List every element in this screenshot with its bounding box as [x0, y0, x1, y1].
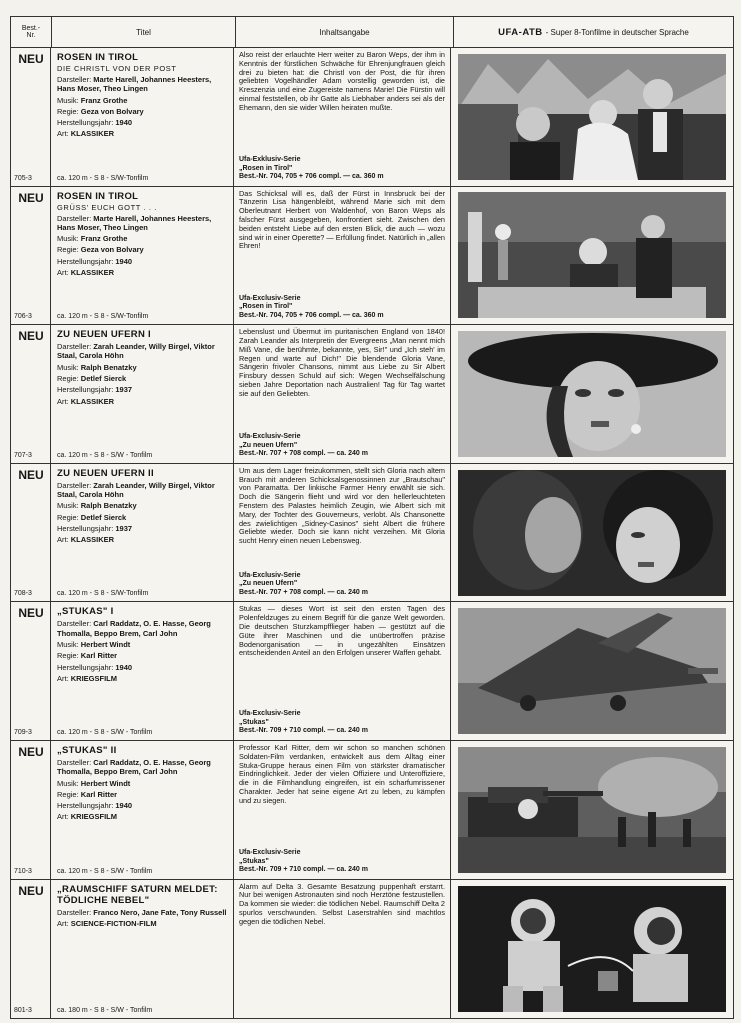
type-label: Art: — [57, 396, 69, 406]
series-info — [239, 295, 384, 321]
film-synopsis: Um aus dem Lager freizukommen, stellt sich Gloria nach altem Brauch mit anderen Schicksalsgenossinnen zur „Brautschau" von Paramatta. Der linkische Farmer Henry erwählt sie sich. Doch die Sängerin flieht und wird vor den hellerleuchteten Fenstern des Palastes heimlich Zeugin, wie Albert sich mit Mary, der Tochter des Gouverneurs, verlobt. Als Chansonette des zwielichtigen „Sidney-Casinos" sieht Albert die frühere Geliebte wieder. Doch sie kann nicht verzeihen. Mit Gloria sucht Henry einen neuen Lebensweg. — [239, 465, 445, 546]
music-value: Herbert Windt — [80, 639, 131, 649]
actors-label: Darsteller: — [57, 75, 92, 84]
order-number: 705-3 — [14, 174, 32, 182]
type-value: KLASSIKER — [70, 535, 115, 545]
music-line — [57, 779, 228, 788]
actors-line — [57, 481, 228, 500]
director-label: Regie: — [57, 106, 79, 116]
series-label: Ufa-Exclusiv-Serie — [239, 849, 301, 857]
actors-value: Marte Harell, Johannes Heesters, Hans Moser, Theo Lingen — [57, 75, 212, 94]
series-label: Ufa-Exclusiv-Serie — [239, 710, 301, 718]
film-format: ca. 120 m - S 8 - S/W-Tonfilm — [57, 590, 149, 598]
director-label: Regie: — [57, 245, 79, 255]
new-badge: NEU — [18, 883, 44, 898]
actors-line — [57, 342, 228, 361]
year-label: Herstellungsjahr: — [57, 118, 114, 128]
header-title: Titel — [52, 17, 236, 47]
actors-value: Franco Nero, Jane Fate, Tony Russell — [93, 907, 227, 917]
director-line — [57, 245, 228, 254]
director-value: Geza von Bolvary — [80, 245, 144, 255]
header-nr: Best.- Nr. — [11, 17, 52, 47]
title-cell — [51, 48, 234, 186]
series-info — [239, 572, 368, 598]
film-rows — [11, 48, 733, 1018]
nr-cell — [11, 325, 51, 463]
music-line — [57, 96, 228, 105]
new-badge: NEU — [18, 744, 44, 759]
director-value: Detlef Sierck — [80, 374, 127, 384]
table-row — [11, 187, 733, 326]
year-value: 1940 — [115, 256, 133, 266]
series-label: Ufa-Exclusiv-Serie — [239, 571, 301, 579]
film-format: ca. 120 m - S 8 - S/W - Tonfilm — [57, 728, 153, 736]
table-header — [11, 17, 733, 48]
table-row — [11, 464, 733, 603]
music-line — [57, 234, 228, 243]
music-value: Ralph Benatzky — [80, 362, 137, 372]
film-synopsis: Lebenslust und Übermut im puritanischen England von 1840! Zarah Leander als Interpretin der Evergreens „Man nennt mich Miß Vane, die berühmte, bekannte, yes, Sir!" und „Ich steh' im Regen und warte auf Dich!" Die blendende Gloria Vane, Sängerin frivoler Chansons, nimmt aus Liebe zu Sir Albert Finsbury dessen Schuld auf sich: Wegen Wechselfälschung sieben Jahre Deportation nach Australien! Tag für Tag wartet sie auf den Geliebten. — [239, 327, 445, 398]
actors-label: Darsteller: — [57, 619, 92, 629]
title-cell — [51, 187, 234, 325]
film-synopsis: Alarm auf Delta 3. Gesamte Besatzung puppenhaft erstarrt. Nur bei wenigen Astronauten sind noch Herztöne festzustellen. Da kommen sie wieder: die tödlichen Nebel. Raumschiff Delta 2 spurlos verschwunden. Selbst Laserstrahlen sind machtlos gegen die tödlichen Nebel. — [239, 881, 445, 926]
series-name: „Stukas" — [239, 857, 269, 865]
photo-cell — [451, 187, 733, 325]
table-row — [11, 741, 733, 880]
year-line — [57, 385, 228, 394]
photo-cell — [451, 602, 733, 740]
series-name: „Rosen in Tirol" — [239, 164, 293, 172]
actors-value: Carl Raddatz, O. E. Hasse, Georg Thomalla, Beppo Brem, Carl John — [57, 757, 211, 777]
music-value: Ralph Benatzky — [80, 501, 137, 511]
director-line — [57, 651, 228, 660]
music-line — [57, 501, 228, 510]
content-cell — [234, 741, 451, 879]
series-name: „Stukas" — [239, 718, 269, 726]
series-label: Ufa-Exclusiv-Serie — [239, 433, 301, 441]
film-subtitle: GRÜSS' EUCH GOTT . . . — [57, 202, 157, 212]
content-cell — [234, 602, 451, 740]
type-value: KLASSIKER — [70, 396, 115, 406]
film-still-stuka-plane — [458, 608, 726, 734]
film-synopsis: Professor Karl Ritter, dem wir schon so manchen schönen Soldaten-Film verdanken, entwickelt aus dem Alltag einer Stuka-Gruppe heraus einen Film von stärkster dramatischer Eindringlichkeit. Jeder der vielen Offiziere und Unteroffiziere, die in die Filmhandlung eingreifen, ist ein scharfumrissener Charakter. Jeder hat seine eigene Art zu leben, zu kämpfen und zu siegen. — [239, 742, 445, 805]
music-label: Musik: — [57, 639, 79, 649]
music-label: Musik: — [57, 778, 79, 788]
film-still-astronauts — [458, 886, 726, 1012]
header-brand — [454, 17, 733, 47]
film-title: ROSEN IN TIROL — [57, 190, 139, 202]
year-label: Herstellungsjahr: — [57, 385, 114, 395]
table-row — [11, 602, 733, 741]
director-label: Regie: — [57, 374, 79, 384]
order-number: 707-3 — [14, 451, 32, 459]
photo-cell — [451, 48, 733, 186]
actors-line — [57, 214, 228, 233]
series-order: Best.-Nr. 704, 705 + 706 compl. — ca. 360 m — [239, 173, 384, 181]
type-line — [57, 129, 228, 138]
table-row — [11, 880, 733, 1019]
film-format: ca. 180 m - S 8 - S/W - Tonfilm — [57, 1007, 153, 1015]
director-value: Karl Ritter — [80, 789, 118, 799]
year-line — [57, 801, 228, 810]
brand-label: UFA-ATB — [498, 26, 543, 38]
content-cell — [234, 880, 451, 1019]
music-label: Musik: — [57, 95, 79, 105]
type-line — [57, 535, 228, 544]
director-value: Geza von Bolvary — [80, 106, 144, 116]
content-cell — [234, 464, 451, 602]
series-info — [239, 433, 368, 459]
nr-cell — [11, 741, 51, 879]
film-format: ca. 120 m - S 8 - S/W-Tonfilm — [57, 174, 149, 182]
film-still-woman-hat — [458, 331, 726, 457]
music-label: Musik: — [57, 501, 79, 511]
series-order: Best.-Nr. 709 + 710 compl. — ca. 240 m — [239, 727, 368, 735]
nr-cell — [11, 880, 51, 1019]
year-value: 1940 — [115, 801, 133, 811]
film-title: „STUKAS" II — [57, 744, 117, 756]
new-badge: NEU — [18, 467, 44, 482]
actors-label: Darsteller: — [57, 213, 92, 223]
actors-value: Zarah Leander, Willy Birgel, Viktor Staal, Carola Höhn — [57, 342, 215, 361]
nr-cell — [11, 464, 51, 602]
film-title: „STUKAS" I — [57, 606, 114, 618]
nr-cell — [11, 602, 51, 740]
actors-line — [57, 758, 228, 777]
content-cell — [234, 325, 451, 463]
new-badge: NEU — [18, 329, 44, 344]
new-badge: NEU — [18, 190, 44, 205]
music-value: Herbert Windt — [80, 778, 131, 788]
film-still-village-couple — [458, 54, 726, 180]
content-cell — [234, 187, 451, 325]
series-info — [239, 849, 368, 875]
order-number: 710-3 — [14, 867, 32, 875]
photo-cell — [451, 880, 733, 1019]
type-value: KLASSIKER — [70, 268, 115, 278]
content-cell — [234, 48, 451, 186]
nr-cell — [11, 48, 51, 186]
film-title: ZU NEUEN UFERN II — [57, 467, 154, 479]
year-line — [57, 118, 228, 127]
actors-line — [57, 75, 228, 94]
series-order: Best.-Nr. 709 + 710 compl. — ca. 240 m — [239, 866, 368, 874]
actors-value: Marte Harell, Johannes Heesters, Hans Moser, Theo Lingen — [57, 213, 212, 232]
type-label: Art: — [57, 129, 69, 139]
actors-label: Darsteller: — [57, 907, 92, 917]
series-order: Best.-Nr. 707 + 708 compl. — ca. 240 m — [239, 450, 368, 458]
director-label: Regie: — [57, 512, 79, 522]
year-line — [57, 524, 228, 533]
title-cell — [51, 741, 234, 879]
type-line — [57, 812, 228, 821]
table-row — [11, 48, 733, 187]
year-value: 1937 — [115, 523, 133, 533]
director-value: Karl Ritter — [80, 651, 118, 661]
actors-line — [57, 619, 228, 638]
type-line — [57, 268, 228, 277]
music-line — [57, 640, 228, 649]
new-badge: NEU — [18, 52, 44, 66]
music-line — [57, 363, 228, 372]
photo-cell — [451, 325, 733, 463]
music-label: Musik: — [57, 234, 79, 244]
order-number: 709-3 — [14, 728, 32, 736]
type-label: Art: — [57, 673, 69, 683]
series-info — [239, 156, 384, 182]
table-row — [11, 325, 733, 464]
director-line — [57, 107, 228, 116]
type-value: SCIENCE-FICTION-FILM — [70, 918, 157, 928]
actors-label: Darsteller: — [57, 480, 92, 490]
year-label: Herstellungsjahr: — [57, 523, 114, 533]
film-format: ca. 120 m - S 8 - S/W - Tonfilm — [57, 867, 153, 875]
type-value: KRIEGSFILM — [70, 812, 118, 822]
film-title: „RAUMSCHIFF SATURN MELDET: TÖDLICHE NEBEL" — [57, 883, 218, 906]
actors-label: Darsteller: — [57, 342, 92, 352]
film-synopsis: Stukas — dieses Wort ist seit den ersten Tagen des Polenfeldzuges zu einem Begriff für die ganze Welt geworden. Die deutschen Sturzkampfflieger haben — gestützt auf die Güte ihrer Maschinen und die unübertroffen präzise Bodenorganisation — in ungezählten Einsätzen entscheidenden Anteil an den Erfolgen unserer Waffen gehabt. — [239, 604, 445, 658]
film-title: ROSEN IN TIROL — [57, 52, 139, 63]
series-label: Ufa-Exklusiv-Serie — [239, 156, 301, 164]
series-info — [239, 710, 368, 736]
photo-cell — [451, 741, 733, 879]
type-line — [57, 674, 228, 683]
title-cell — [51, 325, 234, 463]
director-line — [57, 374, 228, 383]
title-cell — [51, 464, 234, 602]
film-subtitle: DIE CHRISTL VON DER POST — [57, 64, 177, 73]
film-format: ca. 120 m - S 8 - S/W-Tonfilm — [57, 313, 149, 321]
order-number: 801-3 — [14, 1007, 32, 1015]
director-label: Regie: — [57, 789, 79, 799]
type-label: Art: — [57, 812, 69, 822]
year-label: Herstellungsjahr: — [57, 662, 114, 672]
film-format: ca. 120 m - S 8 - S/W - Tonfilm — [57, 451, 153, 459]
order-number: 706-3 — [14, 313, 32, 321]
film-still-tank-battle — [458, 747, 726, 873]
type-line — [57, 919, 228, 928]
series-order: Best.-Nr. 704, 705 + 706 compl. — ca. 360 m — [239, 311, 384, 319]
type-value: KRIEGSFILM — [70, 673, 118, 683]
director-line — [57, 790, 228, 799]
director-value: Detlef Sierck — [80, 512, 127, 522]
director-label: Regie: — [57, 651, 79, 661]
music-value: Franz Grothe — [80, 234, 128, 244]
type-label: Art: — [57, 918, 69, 928]
brand-description: - Super 8-Tonfilme in deutscher Sprache — [545, 27, 689, 37]
actors-value: Carl Raddatz, O. E. Hasse, Georg Thomalla, Beppo Brem, Carl John — [57, 619, 211, 638]
year-value: 1937 — [115, 385, 133, 395]
order-number: 708-3 — [14, 590, 32, 598]
nr-cell — [11, 187, 51, 325]
film-still-couple-closeup — [458, 470, 726, 596]
year-value: 1940 — [115, 118, 133, 128]
type-label: Art: — [57, 268, 69, 278]
film-synopsis: Also reist der erlauchte Herr weiter zu Baron Weps, der ihm in Kenntnis der fürstlichen Schwäche für Ehrenjungfrauen gleich drei zu bieten hat: die Christl von der Post, die für ihren geliebten Vogelhändler Adam vorstellig geworden ist, die Kreszenzia und eine Zugereiste namens Marie! Die Fürstin will einmal feststellen, ob ihr Gatte als Liebhaber anders sei als der Ehemann, den sie wider Willen heiraten mußte. — [239, 50, 445, 112]
actors-line — [57, 908, 228, 917]
year-line — [57, 663, 228, 672]
catalog-table — [10, 16, 734, 1019]
film-synopsis: Das Schicksal will es, daß der Fürst in Innsbruck bei der Tänzerin Lisa hängenbleibt, während Marie sich mit dem Oberleutnant Herbert von Waldenhof, von Baron Weps als falscher Fürst ausgegeben, konfrontiert sieht. Zwischen den beiden entsteht Liebe auf den ersten Blick, die auch — wozu sind wir in einer Operette? — Erfüllung findet. Natürlich in „allen Ehren! — [239, 188, 445, 251]
year-line — [57, 257, 228, 266]
year-label: Herstellungsjahr: — [57, 801, 114, 811]
title-cell — [51, 602, 234, 740]
film-title: ZU NEUEN UFERN I — [57, 329, 151, 341]
header-content: Inhaltsangabe — [236, 17, 454, 47]
type-label: Art: — [57, 535, 69, 545]
type-value: KLASSIKER — [70, 129, 115, 139]
series-label: Ufa-Exclusiv-Serie — [239, 294, 301, 302]
series-name: „Rosen in Tirol" — [239, 303, 293, 311]
year-value: 1940 — [115, 662, 133, 672]
director-line — [57, 513, 228, 522]
type-line — [57, 397, 228, 406]
photo-cell — [451, 464, 733, 602]
title-cell — [51, 880, 234, 1019]
film-still-table-scene — [458, 192, 726, 318]
music-label: Musik: — [57, 362, 79, 372]
music-value: Franz Grothe — [80, 95, 128, 105]
year-label: Herstellungsjahr: — [57, 256, 114, 266]
actors-value: Zarah Leander, Willy Birgel, Viktor Staal, Carola Höhn — [57, 480, 215, 500]
series-name: „Zu neuen Ufern" — [239, 580, 298, 588]
series-order: Best.-Nr. 707 + 708 compl. — ca. 240 m — [239, 588, 368, 596]
series-name: „Zu neuen Ufern" — [239, 441, 298, 449]
new-badge: NEU — [18, 606, 44, 621]
actors-label: Darsteller: — [57, 757, 92, 767]
